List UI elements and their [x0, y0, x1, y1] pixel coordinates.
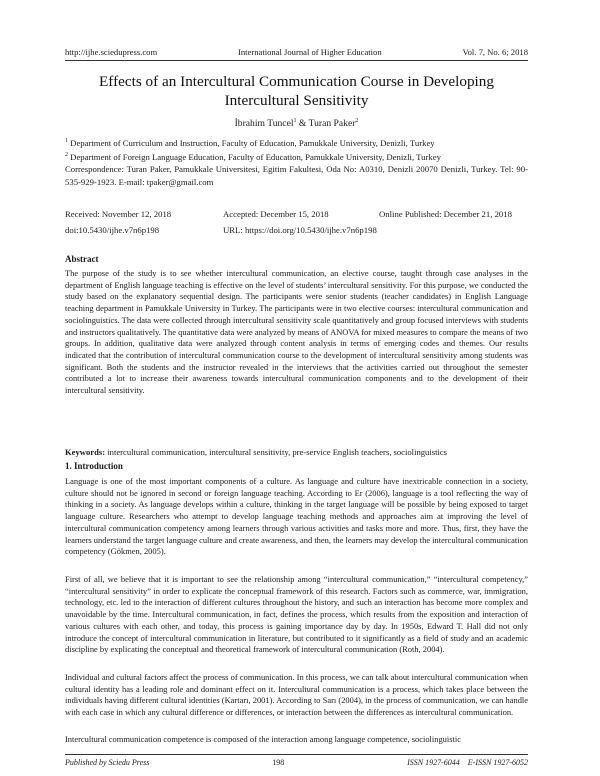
- publisher: Published by Sciedu Press: [65, 758, 150, 767]
- issn: ISSN 1927-6044: [407, 758, 460, 767]
- paragraph: First of all, we believe that it is important to see the relationship among “intercultural communication,” “intercultural competency,” “intercultural sensitivity” in order to explicate the conceptual framework of this research. Factors such as commerce, war, immigration, technology, etc. led to the interaction of different cultures throughout the history, and such an interaction has become more complex and unavoidable by the time. Intercultural communication, in fact, defines the process, which results from the exposition and interaction of various cultures with each other, and today, this process is gaining importance day by day. In 1950s, Edward T. Hall did not only introduce the concept of intercultural communication in literature, but contributed to it significantly as a field of study and an academic discipline by explicating the conceptual and theoretical framework of intercultural communication (Roth, 2004).: [65, 574, 528, 655]
- paragraph: Individual and cultural factors affect the process of communication. In this process, we can talk about intercultural communication when cultural identity has a leading role and dominant effect on it. Intercultural communication is a process, which takes place between the individuals having different cultural identities (Kartarı, 2001). According to Sarı (2004), in the process of communication, we can handle with each case in which any cultural difference or differences, or interaction between the differences as intercultural communication.: [65, 672, 528, 718]
- doi-url[interactable]: URL: https://doi.org/10.5430/ijhe.v7n6p198: [223, 225, 377, 235]
- published-date: Online Published: December 21, 2018: [379, 209, 512, 219]
- author-list: [65, 118, 528, 129]
- page-number: 198: [272, 758, 285, 767]
- affiliation-1: [65, 135, 528, 149]
- header-rule: [65, 60, 528, 61]
- correspondence: Correspondence: Turan Paker, Pamukkale Universitesi, Egitim Fakultesi, Oda No: A0310, Denizli 20070 Denizli, Turkey. Tel: 90-535-929-1923. E-mail: tpaker@gmail.com: [65, 164, 528, 187]
- eissn: E-ISSN 1927-6052: [467, 758, 528, 767]
- issn-block: [407, 758, 528, 767]
- article-title: [65, 72, 528, 110]
- footer-rule: [65, 754, 528, 755]
- received-date: Received: November 12, 2018: [65, 209, 172, 219]
- keywords-text: intercultural communication, intercultural sensitivity, pre-service English teachers, sociolinguistics: [105, 447, 448, 457]
- journal-url[interactable]: http://ijhe.sciedupress.com: [65, 47, 158, 57]
- affiliation-mark: 1: [65, 138, 68, 144]
- affiliation-text: Department of Curriculum and Instruction, Faculty of Education, Pamukkale University, Denizli, Turkey: [68, 137, 435, 148]
- doi[interactable]: doi:10.5430/ijhe.v7n6p198: [65, 225, 160, 235]
- affiliation-mark: 2: [355, 118, 359, 124]
- title-line-1: Effects of an Intercultural Communication Course in Developing: [99, 73, 494, 90]
- keywords-label: Keywords:: [65, 447, 106, 457]
- affiliation-mark: 1: [293, 118, 297, 124]
- affiliation-mark: 2: [65, 152, 68, 158]
- paragraph: Language is one of the most important components of a culture. As language and culture have inextricable connection in a society, culture should not be ignored in second or foreign language teaching. According to Er (2006), language is a tool reflecting the way of thinking in a society. As language develops within a culture, thinking in the target language will be possible by being exposed to target language culture. Researchers who attempt to develop language teaching methods and approaches aim at improving the level of intercultural communication competency among learners through various activities and tasks more and more. Thus, first, they have the learners understand the target language culture and create awareness, and then, the learners may develop the intercultural communication competency (Gökmen, 2005).: [65, 476, 529, 557]
- running-header: [65, 47, 528, 58]
- paragraph: Intercultural communication competence is composed of the interaction among language competence, sociolinguistic: [65, 734, 461, 744]
- journal-name: International Journal of Higher Education: [237, 47, 382, 57]
- title-line-2: Intercultural Sensitivity: [224, 92, 369, 109]
- volume-info: Vol. 7, No. 6; 2018: [462, 47, 528, 57]
- author-separator: &: [296, 118, 309, 130]
- affiliation-2: [65, 149, 528, 163]
- author-name: Turan Paker: [308, 118, 356, 130]
- affiliation-text: Department of Foreign Language Education, Faculty of Education, Pamukkale University, Denizli, Turkey: [68, 151, 441, 162]
- abstract-heading: Abstract: [65, 254, 99, 264]
- author-name: İbrahim Tuncel: [234, 118, 294, 130]
- keywords: [65, 447, 528, 457]
- page-footer: [65, 758, 528, 767]
- abstract-body: The purpose of the study is to see whether intercultural communication, an elective course, taught through case analyses in the department of English language teaching is effective on the level of students’ intercultural sensitivity. For this purpose, we conducted the study based on the explanatory sequential design. The participants were senior students (teacher candidates) in English Language teaching department in Pamukkale University in Turkey. The participants were in two elective courses: intercultural communication and sociolinguistics. The data were collected through intercultural sensitivity scale quantitatively and group focused interviews with students and instructors qualitatively. The quantitative data were analyzed by means of ANOVA for mixed measures to compare the means of two groups. In addition, qualitative data were analyzed through content analysis in terms of emerging codes and themes. Our results indicated that the contribution of intercultural communication course to the development of intercultural sensitivity among students was significant. Both the students and the instructor revealed in the interviews that the activities carried out throughout the semester contributed a lot to increase their awareness towards intercultural communication components and to the development of their intercultural sensitivity.: [65, 268, 528, 396]
- introduction-heading: 1. Introduction: [65, 461, 123, 471]
- accepted-date: Accepted: December 15, 2018: [223, 209, 329, 219]
